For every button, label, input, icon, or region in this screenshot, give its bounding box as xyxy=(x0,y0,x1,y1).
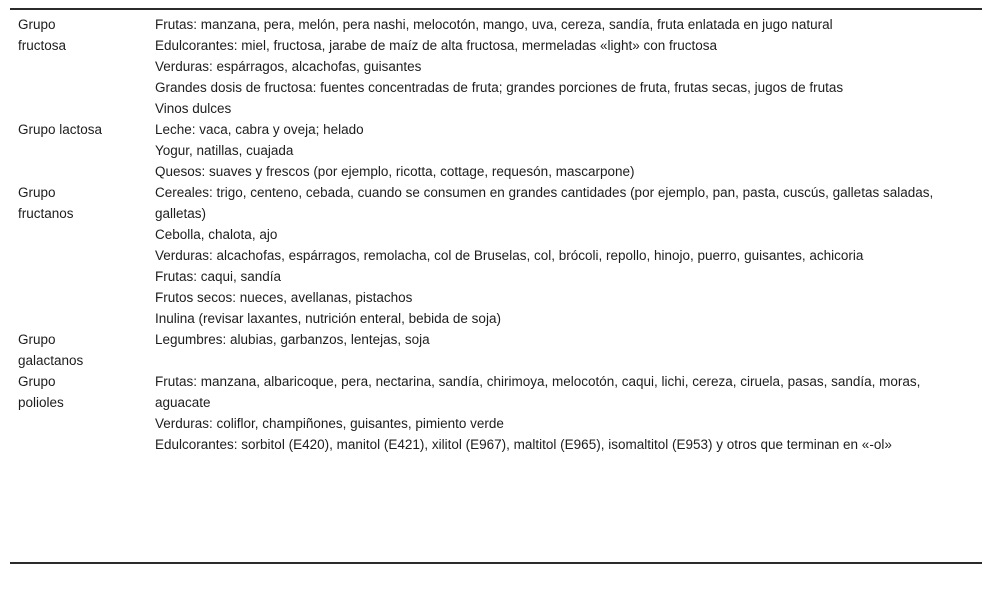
group-items xyxy=(155,14,974,119)
group-name: Grupo fructanos xyxy=(18,185,74,221)
fodmap-groups-table xyxy=(10,8,982,564)
food-list-item: Frutas: manzana, pera, melón, pera nashi, melocotón, mango, uva, cereza, sandía, fruta enlatada en jugo natural xyxy=(155,17,833,32)
table-row xyxy=(18,329,974,371)
group-items xyxy=(155,371,974,455)
table-row xyxy=(18,371,974,455)
food-list-item: Vinos dulces xyxy=(155,101,232,116)
food-list-item: Quesos: suaves y frescos (por ejemplo, ricotta, cottage, requesón, mascarpone) xyxy=(155,164,635,179)
table-row xyxy=(18,14,974,119)
food-list-item: Frutas: caqui, sandía xyxy=(155,269,282,284)
group-name: Grupo lactosa xyxy=(18,122,103,137)
food-list-item: Verduras: alcachofas, espárragos, remolacha, col de Bruselas, col, brócoli, repollo, hinojo, puerro, guisantes, achicoria xyxy=(155,248,864,263)
group-name: Grupo polioles xyxy=(18,374,64,410)
food-list-item: Frutos secos: nueces, avellanas, pistachos xyxy=(155,290,413,305)
food-list-item: Edulcorantes: sorbitol (E420), manitol (E421), xilitol (E967), maltitol (E965), isomaltitol (E953) y otros que terminan en «-ol» xyxy=(155,437,892,452)
food-list-item: Frutas: manzana, albaricoque, pera, nectarina, sandía, chirimoya, melocotón, caqui, lichi, cereza, ciruela, pasas, sandía, moras, aguacate xyxy=(155,374,921,410)
food-list-item: Yogur, natillas, cuajada xyxy=(155,143,294,158)
food-list-item: Edulcorantes: miel, fructosa, jarabe de maíz de alta fructosa, mermeladas «light» con fructosa xyxy=(155,38,718,53)
food-list-item: Inulina (revisar laxantes, nutrición enteral, bebida de soja) xyxy=(155,311,501,326)
food-list-item: Cereales: trigo, centeno, cebada, cuando se consumen en grandes cantidades (por ejemplo, pan, pasta, cuscús, galletas saladas, galletas) xyxy=(155,185,934,221)
group-items xyxy=(155,182,974,329)
food-list-item: Cebolla, chalota, ajo xyxy=(155,227,278,242)
table-row xyxy=(18,182,974,329)
food-list-item: Verduras: espárragos, alcachofas, guisantes xyxy=(155,59,422,74)
group-name: Grupo fructosa xyxy=(18,17,67,53)
food-list-item: Verduras: coliflor, champiñones, guisantes, pimiento verde xyxy=(155,416,504,431)
food-list-item: Leche: vaca, cabra y oveja; helado xyxy=(155,122,364,137)
group-items xyxy=(155,119,974,182)
food-list-item: Legumbres: alubias, garbanzos, lentejas, soja xyxy=(155,332,430,347)
group-items xyxy=(155,329,974,350)
group-name: Grupo galactanos xyxy=(18,332,84,368)
table-row xyxy=(18,119,974,182)
food-list-item: Grandes dosis de fructosa: fuentes concentradas de fruta; grandes porciones de fruta, frutas secas, jugos de frutas xyxy=(155,80,844,95)
